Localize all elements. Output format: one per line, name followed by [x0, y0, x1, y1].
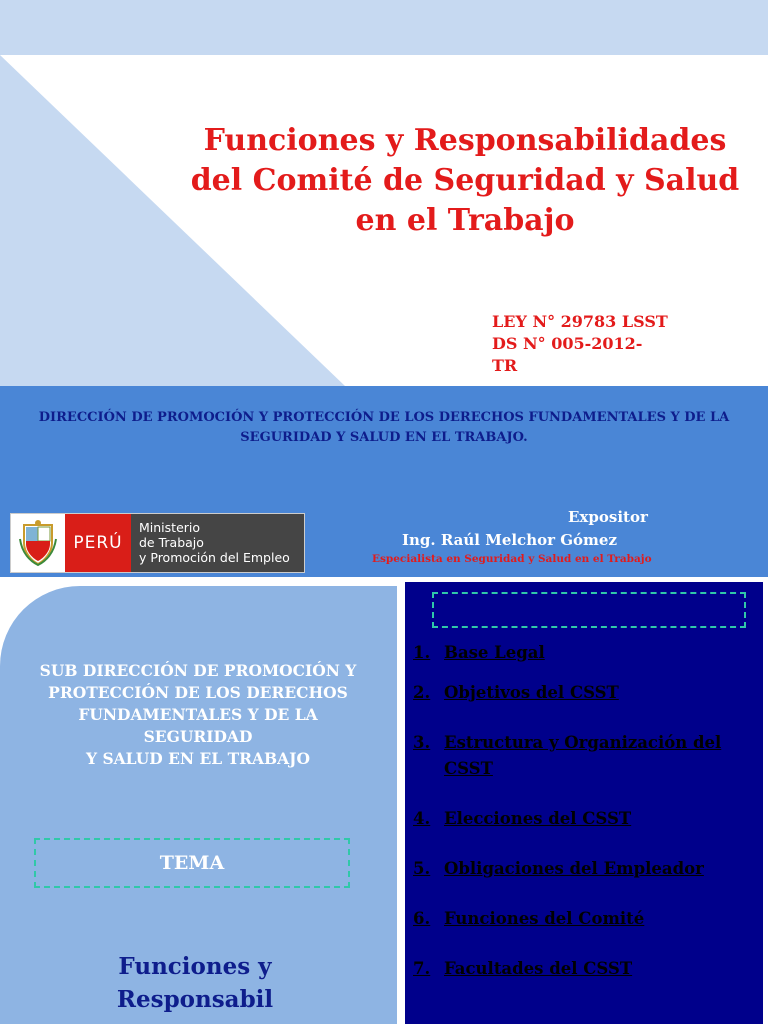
direccion-heading: DIRECCIÓN DE PROMOCIÓN Y PROTECCIÓN DE LOS DERECHOS FUNDAMENTALES Y DE LA SEGURIDAD Y SALUD EN EL TRABAJO. — [38, 410, 730, 445]
sub-direccion-line-4: SEGURIDAD — [143, 727, 253, 746]
agenda-item-number: 4. — [413, 809, 431, 828]
logo-country: PERÚ — [65, 514, 131, 572]
agenda-item[interactable] — [413, 806, 757, 832]
expositor-role: Especialista en Seguridad y Salud en el Trabajo — [372, 553, 652, 565]
agenda-item[interactable] — [413, 730, 757, 782]
sub-direccion-line-1: SUB DIRECCIÓN DE PROMOCIÓN Y — [39, 661, 357, 680]
topic-title-line-2: Responsabil — [116, 986, 274, 1013]
agenda-item-text: Elecciones del CSST — [444, 809, 632, 828]
agenda-item-text: Obligaciones del Empleador — [444, 859, 704, 878]
page-title: Funciones y Responsabilidades del Comité de Seguridad y Salud en el Trabajo — [190, 123, 740, 238]
agenda-item-number: 2. — [413, 683, 431, 702]
left-panel — [0, 586, 397, 1024]
agenda-item-number: 5. — [413, 859, 431, 878]
law-reference — [492, 311, 692, 377]
agenda-item-number: 3. — [413, 733, 431, 752]
agenda-list — [413, 640, 757, 1004]
law-line-1: LEY N° 29783 LSST — [492, 312, 668, 331]
agenda-header-box — [432, 592, 746, 628]
agenda-item[interactable] — [413, 640, 757, 666]
agenda-item[interactable] — [413, 856, 757, 882]
agenda-item-number: 7. — [413, 959, 431, 978]
top-band — [0, 0, 768, 55]
institution-band — [0, 386, 768, 577]
agenda-item-text: Facultades del CSST — [444, 959, 633, 978]
coat-of-arms-icon — [11, 514, 65, 572]
logo-ministry-name — [131, 514, 304, 572]
agenda-panel — [405, 582, 763, 1024]
agenda-item[interactable] — [413, 956, 757, 982]
agenda-item-number: 6. — [413, 909, 431, 928]
topic-title — [60, 950, 330, 1016]
agenda-item-text: Estructura y Organización del CSST — [444, 733, 722, 778]
topic-title-line-1: Funciones y — [118, 953, 272, 980]
logo-line-3: y Promoción del Empleo — [139, 550, 290, 565]
law-line-3: TR — [492, 356, 518, 375]
agenda-item[interactable] — [413, 680, 757, 706]
agenda-item-text: Objetivos del CSST — [444, 683, 619, 702]
ministry-logo — [10, 513, 305, 573]
agenda-item-number: 1. — [413, 643, 431, 662]
agenda-item-text: Funciones del Comité — [444, 909, 645, 928]
logo-line-2: de Trabajo — [139, 535, 204, 550]
tema-box: TEMA — [34, 838, 350, 888]
expositor-label: Expositor — [568, 508, 648, 526]
law-line-2: DS N° 005-2012- — [492, 334, 643, 353]
expositor-name: Ing. Raúl Melchor Gómez — [402, 531, 617, 549]
sub-direccion-text — [8, 660, 388, 770]
sub-direccion-line-3: FUNDAMENTALES Y DE LA — [78, 705, 318, 724]
sub-direccion-line-2: PROTECCIÓN DE LOS DERECHOS — [48, 683, 348, 702]
logo-line-1: Ministerio — [139, 520, 201, 535]
title-area — [0, 55, 768, 386]
sub-direccion-line-5: Y SALUD EN EL TRABAJO — [86, 749, 310, 768]
agenda-item-text: Base Legal — [444, 643, 545, 662]
agenda-item[interactable] — [413, 906, 757, 932]
